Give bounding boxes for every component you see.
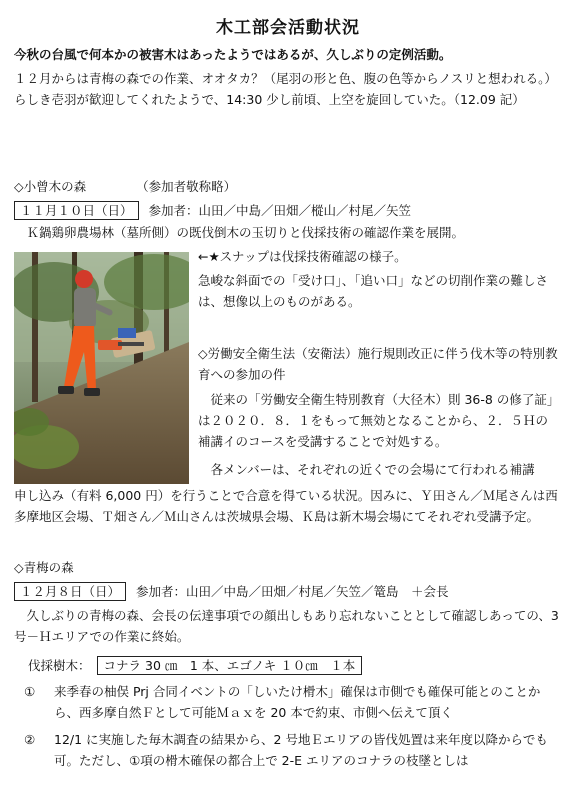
list-item-text: 来季春の柚俣 Prj 合同イベントの「しいたけ榾木」確保は市側でも確保可能とのことから、西多摩自然Ｆとして可能Ｍａｘを 20 本で約束、市側へ伝えて頂く [54,684,541,720]
list-item-number: ② [24,732,36,747]
section2-participants: 参加者：山田／中島／田畑／村尾／矢笠／篭島 ＋会長 [136,584,449,599]
members-start: 各メンバーは、それぞれの近くでの会場にて行われる補講 [210,462,535,477]
section1-heading: ◇小曾木の森 [14,179,87,194]
chainsaw-work-photo [14,252,189,484]
photo-description: 急峻な斜面での「受け口」、「追い口」などの切削作業の難しさは、想像以上のものがある。 [198,273,549,309]
list-item [14,729,562,771]
forestry-photo [14,252,189,484]
intro-lead: 今秋の台風で何本かの被害木はあったようではあるが、久しぶりの定例活動。 [14,47,452,62]
section1-date-row [14,200,562,221]
section1-participants: 参加者：山田／中島／田畑／樅山／村尾／矢笠 [148,203,412,218]
members-continued: 申し込み（有料 6,000 円）を行うことで合意を得ている状況。因みに、Ｙ田さん／Ｍ尾さんは西多摩地区会場、Ｔ畑さん／Ｍ山さんは茨城県会場、Ｋ島は新木場会場にてそれぞれ受講予定。 [14,488,558,524]
section2-date-row [14,581,562,602]
tree-value-box: コナラ 30 ㎝ 1 本、エゴノキ １０㎝ １本 [97,656,363,675]
photo-caption: ←★スナップは伐採技術確認の様子。 [198,249,407,264]
list-item-number: ① [24,684,36,699]
list-item [14,681,562,723]
section2-date-box: １２月８日（日） [14,582,126,601]
law-body: 従来の「労働安全衛生特別教育（大径木）則 36-8 の修了証」は２０２０．８．１をもって無効となることから、２．５Ｈの補講イのコースを受講することで対処する。 [198,392,560,449]
list-item-text: 12/1 に実施した毎木調査の結果から、2 号地Ｅエリアの皆伐処置は来年度以降からでも可。ただし、①項の榾木確保の都合上で 2-E エリアのコナラの枝墜としは [54,732,548,768]
intro-body: １２月からは青梅の森での作業、オオタカ？（尾羽の形と色、腹の色等からノスリと想われる。）らしき壱羽が歓迎してくれたようで、14:30 少し前頃、上空を旋回していた。（12.09 記） [14,71,557,107]
tree-label: 伐採樹木： [28,658,91,673]
section2-body: 久しぶりの青梅の森、会長の伝達事項での顔出しもあり忘れないこととして確認しあっての、3 号－Ｈエリアでの作業に終始。 [14,608,559,644]
section1-activity: Ｋ鍋鶏卵農場林（墓所側）の既伐倒木の玉切りと伐採技術の確認作業を展開。 [26,225,465,240]
tree-row [14,655,562,676]
section1-heading-note: （参加者敬称略） [136,179,237,194]
section1-heading-row [14,176,562,197]
page-title: 木工部会活動状況 [216,18,360,38]
law-heading: ◇労働安全衛生法（安衛法）施行規則改正に伴う伐木等の特別教育への参加の件 [198,346,558,382]
section2-heading: ◇青梅の森 [14,560,74,575]
section1-date-box: １１月１０日（日） [14,201,139,220]
